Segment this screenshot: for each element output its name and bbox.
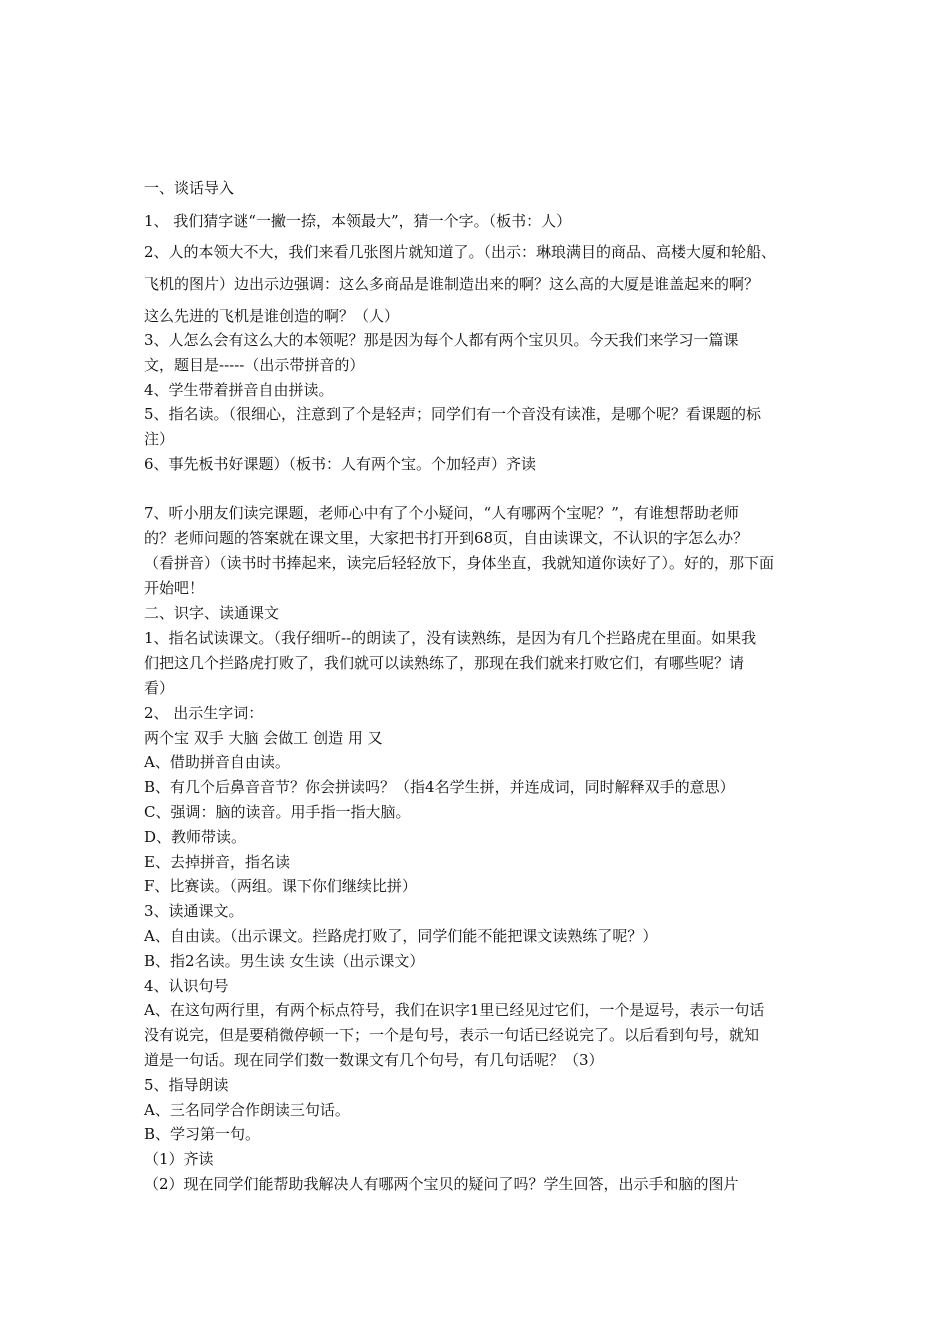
section-heading: 二、识字、读通课文 — [144, 604, 280, 622]
text-line: 3、读通课文。 — [144, 902, 244, 920]
text-line: 看） — [144, 679, 175, 697]
text-line: 5、指名读。（很细心，注意到了个是轻声；同学们有一个音没有读准，是哪个呢？看课题的标 — [144, 405, 762, 423]
text-line: （看拼音）（读书时书捧起来，读完后轻轻放下，身体坐直，我就知道你读好了）。好的，那下面 — [144, 554, 775, 572]
text-line: （1）齐读 — [144, 1150, 214, 1168]
text-line: 2、 出示生字词： — [144, 704, 264, 722]
text-line: C、强调：脑的读音。用手指一指大脑。 — [144, 803, 411, 821]
text-line: 这么先进的飞机是谁创造的啊？（人） — [144, 307, 400, 325]
text-line: 1、 我们猜字谜“一撇一捺，本领最大”，猜一个字。（板书：人） — [144, 212, 572, 230]
text-line: F、比赛读。（两组。课下你们继续比拼） — [144, 877, 417, 895]
text-line: D、教师带读。 — [144, 828, 247, 846]
text-line: E、去掉拼音，指名读 — [144, 853, 290, 871]
text-line: （2）现在同学们能帮助我解决人有哪两个宝贝的疑问了吗？学生回答，出示手和脑的图片 — [144, 1175, 739, 1193]
section-heading: 一、谈话导入 — [144, 179, 235, 197]
text-line: 文，题目是-----（出示带拼音的） — [144, 356, 365, 374]
text-line: B、指2名读。男生读 女生读（出示课文） — [144, 952, 425, 970]
text-line: 们把这几个拦路虎打败了，我们就可以读熟练了，那现在我们就来打败它们，有哪些呢？请 — [144, 654, 745, 672]
text-line: A、三名同学合作朗读三句话。 — [144, 1101, 350, 1119]
text-line: 3、人怎么会有这么大的本领呢？那是因为每个人都有两个宝贝贝。今天我们来学习一篇课 — [144, 331, 739, 349]
text-line: 4、学生带着拼音自由拼读。 — [144, 381, 334, 399]
text-line: 6、事先板书好课题）（板书：人有两个宝。个加轻声）齐读 — [144, 455, 537, 473]
text-line: 道是一句话。现在同学们数一数课文有几个句号，有几句话呢？（3） — [144, 1051, 604, 1069]
text-line: 7、听小朋友们读完课题，老师心中有了个小疑问，“人有哪两个宝呢？”，有谁想帮助老师 — [144, 504, 739, 522]
text-line: B、有几个后鼻音音节？你会拼读吗？（指4名学生拼，并连成词，同时解释双手的意思） — [144, 778, 735, 796]
text-line: A、借助拼音自由读。 — [144, 753, 290, 771]
text-line: 开始吧！ — [144, 579, 205, 597]
text-line: A、在这句两行里，有两个标点符号，我们在识字1里已经见过它们，一个是逗号，表示一句话 — [144, 1001, 765, 1019]
text-line: 两个宝 双手 大脑 会做工 创造 用 又 — [144, 729, 383, 747]
text-line: 5、指导朗读 — [144, 1076, 229, 1094]
text-line: B、学习第一句。 — [144, 1125, 261, 1143]
text-line: A、自由读。（出示课文。拦路虎打败了，同学们能不能把课文读熟练了呢？） — [144, 927, 658, 945]
text-line: 1、指名试读课文。（我仔细听--的朗读了，没有读熟练，是因为有几个拦路虎在里面。如果我 — [144, 629, 757, 647]
text-line: 的？老师问题的答案就在课文里，大家把书打开到68页，自由读课文，不认识的字怎么办？ — [144, 529, 749, 547]
text-line: 注） — [144, 430, 175, 448]
text-line: 没有说完，但是要稍微停顿一下；一个是句号，表示一句话已经说完了。以后看到句号，就知 — [144, 1026, 760, 1044]
text-line: 2、人的本领大不大，我们来看几张图片就知道了。（出示：琳琅满目的商品、高楼大厦和轮船、 — [144, 243, 777, 261]
text-line: 4、认识句号 — [144, 977, 229, 995]
text-line: 飞机的图片）边出示边强调：这么多商品是谁制造出来的啊？这么高的大厦是谁盖起来的啊？ — [144, 275, 760, 293]
